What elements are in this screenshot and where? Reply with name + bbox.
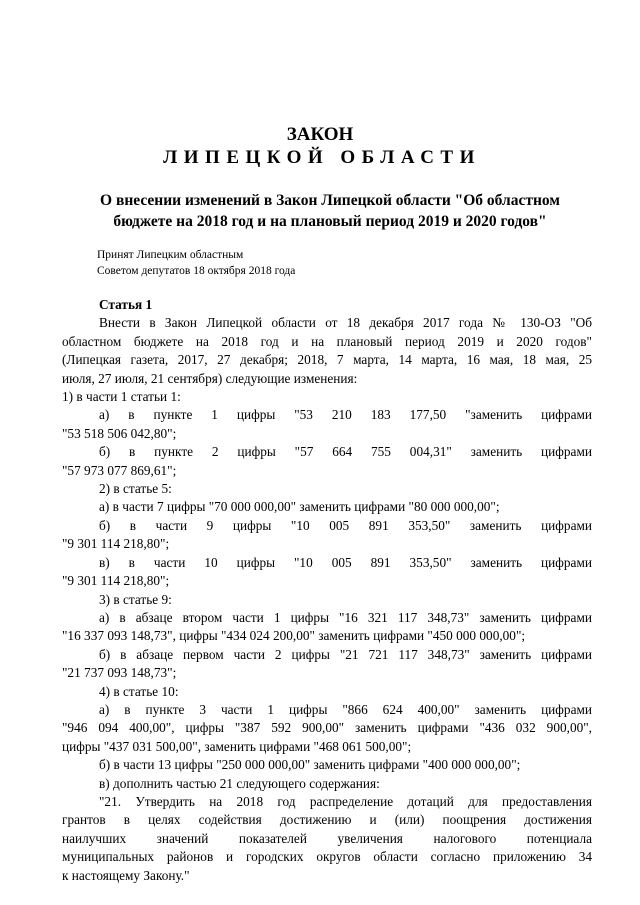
body-line: "16 337 093 148,73", цифры "434 024 200,00" заменить цифрами "450 000 000,00"; xyxy=(62,628,526,644)
body-line: муниципальных районов и городских округов области согласно приложению 34 xyxy=(62,849,592,865)
body-line: областном бюджете на 2018 год и на плановый период 2019 и 2020 годов" xyxy=(62,333,592,349)
body-line: "9 301 114 218,80"; xyxy=(62,536,170,552)
article-body xyxy=(62,296,592,885)
body-line: а) в пункте 1 цифры "53 210 183 177,50 "заменить цифрами xyxy=(99,407,592,423)
body-line: июля, 27 июля, 21 сентября) следующие изменения: xyxy=(62,370,358,386)
article-heading: Статья 1 xyxy=(99,297,153,312)
body-line: "9 301 114 218,80"; xyxy=(62,573,170,589)
body-line: б) в пункте 2 цифры "57 664 755 004,31" заменить цифрами xyxy=(99,444,592,460)
body-line: б) в части 13 цифры "250 000 000,00" заменить цифрами "400 000 000,00"; xyxy=(99,757,521,773)
adoption-line: Принят Липецким областным xyxy=(97,249,244,261)
body-line: (Липецкая газета, 2017, 27 декабря; 2018, 7 марта, 14 марта, 16 мая, 18 мая, 25 xyxy=(62,352,592,368)
body-line: 1) в части 1 статьи 1: xyxy=(62,389,181,405)
body-line: "53 518 506 042,80"; xyxy=(62,425,177,441)
body-line: а) в абзаце втором части 1 цифры "16 321 117 348,73" заменить цифрами xyxy=(99,609,592,625)
body-line: к настоящему Закону." xyxy=(62,867,190,883)
body-line: наилучших значений показателей увеличения налогового потенциала xyxy=(62,830,592,846)
body-line: Внести в Закон Липецкой области от 18 декабря 2017 года № 130-ОЗ "Об xyxy=(99,315,592,331)
body-line: "21. Утвердить на 2018 год распределение дотаций для предоставления xyxy=(99,793,592,809)
body-line: "57 973 077 869,61"; xyxy=(62,462,177,478)
body-line: а) в части 7 цифры "70 000 000,00" заменить цифрами "80 000 000,00"; xyxy=(99,499,500,515)
body-line: 3) в статье 9: xyxy=(99,591,172,607)
body-line: б) в абзаце первом части 2 цифры "21 721 117 348,73" заменить цифрами xyxy=(99,646,592,662)
body-line: грантов в целях содействия достижению и (или) поощрения достижения xyxy=(62,812,592,828)
adoption-note xyxy=(97,248,397,279)
law-subtitle xyxy=(70,190,590,232)
subtitle-line: бюджете на 2018 год и на плановый период 2019 и 2020 годов" xyxy=(113,213,547,230)
subtitle-line: О внесении изменений в Закон Липецкой области "Об областном xyxy=(100,192,560,209)
body-line: в) дополнить частью 21 следующего содержания: xyxy=(99,775,380,791)
body-line: "946 094 400,00", цифры "387 592 900,00" заменить цифрами "436 032 900,00", xyxy=(62,720,592,736)
body-line: 4) в статье 10: xyxy=(99,683,179,699)
adoption-line: Советом депутатов 18 октября 2018 года xyxy=(97,264,296,277)
body-line: "21 737 093 148,73"; xyxy=(62,665,177,681)
body-line: цифры "437 031 500,00", заменить цифрами "468 061 500,00"; xyxy=(62,738,412,754)
body-line: б) в части 9 цифры "10 005 891 353,50" заменить цифрами xyxy=(99,517,592,533)
body-line: в) в части 10 цифры "10 005 891 353,50" заменить цифрами xyxy=(99,554,592,570)
region-title: ЛИПЕЦКОЙ ОБЛАСТИ xyxy=(163,147,481,168)
document-title: ЗАКОН xyxy=(286,124,354,145)
body-line: 2) в статье 5: xyxy=(99,481,172,497)
body-line: а) в пункте 3 части 1 цифры "866 624 400,00" заменить цифрами xyxy=(99,701,592,717)
